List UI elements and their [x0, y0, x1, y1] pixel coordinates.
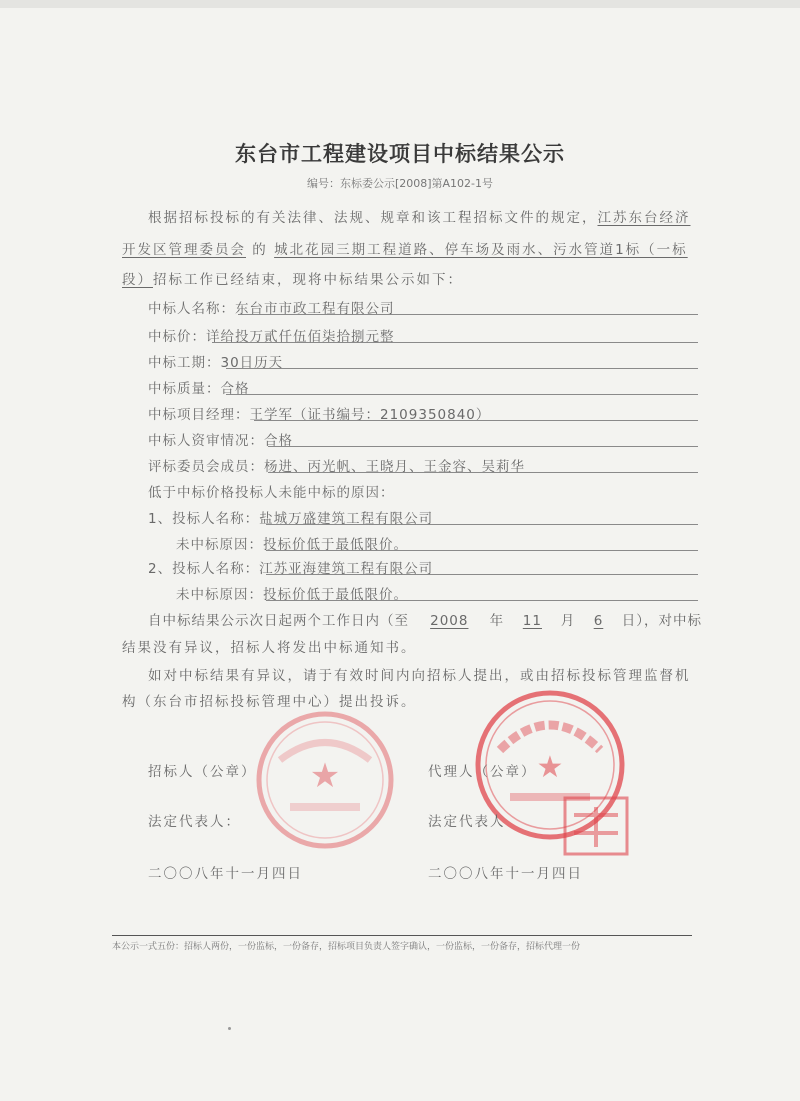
underline	[268, 446, 698, 447]
underline	[266, 550, 698, 551]
underline	[266, 524, 698, 525]
tenderer-seal-label: 招标人（公章）	[148, 764, 257, 780]
svg-text:★: ★	[536, 750, 564, 785]
tenderer-representative-label: 法定代表人：	[148, 814, 241, 830]
reasons-intro: 低于中标价格投标人未能中标的原因：	[148, 485, 395, 501]
agent-date: 二〇〇八年十一月四日	[428, 866, 583, 882]
footer-note: 本公示一式五份：招标人两份，一份监标，一份备存，招标项目负责人签字确认，一份监标，一份备存，招标代理一份	[112, 942, 581, 952]
scan-edge	[0, 0, 800, 8]
field-quality: 中标质量：合格	[148, 381, 250, 397]
field-qualification: 中标人资审情况：合格	[148, 433, 293, 449]
document-number: 编号：东标委公示[2008]第A102-1号	[306, 177, 494, 190]
underline	[268, 472, 698, 473]
notice-line-3: 如对中标结果有异议，请于有效时间内向招标人提出，或由招标投标管理监督机	[148, 668, 691, 684]
underline	[266, 574, 698, 575]
bidder-1-reason: 未中标原因：投标价低于最低限价。	[176, 537, 408, 553]
field-committee: 评标委员会成员：杨进、丙光帆、王晓月、王金容、吴莉华	[148, 459, 525, 475]
agent-seal-label: 代理人（公章）	[428, 764, 537, 780]
notice-line-4: 构（东台市招标投标管理中心）提出投诉。	[122, 694, 417, 710]
underline	[266, 600, 698, 601]
field-project-manager: 中标项目经理：王学军（证书编号：2109350840）	[148, 407, 491, 423]
field-duration: 中标工期：30日历天	[148, 355, 284, 371]
footer-divider	[112, 935, 692, 936]
underline	[226, 368, 698, 369]
underline	[226, 394, 698, 395]
intro-line-1: 根据招标投标的有关法律、法规、规章和该工程招标文件的规定，江苏东台经济	[148, 210, 691, 226]
bidder-2-name: 2、投标人名称：江苏亚海建筑工程有限公司	[148, 561, 434, 577]
representative-seal	[562, 795, 630, 857]
intro-line-3: 段）招标工作已经结束，现将中标结果公示如下：	[122, 272, 463, 288]
tenderer-date: 二〇〇八年十一月四日	[148, 866, 303, 882]
underline	[254, 420, 698, 421]
svg-text:★: ★	[309, 756, 341, 796]
agent-representative-label: 法定代表人	[428, 814, 506, 830]
notice-line-2: 结果没有异议，招标人将发出中标通知书。	[122, 640, 417, 656]
underline	[238, 314, 698, 315]
bidder-2-reason: 未中标原因：投标价低于最低限价。	[176, 587, 408, 603]
underline	[212, 342, 698, 343]
scan-speck	[228, 1027, 231, 1030]
field-winning-price: 中标价：详给投万貳仟伍佰柒拾捌元整	[148, 329, 395, 345]
bidder-1-name: 1、投标人名称：盐城万盛建筑工程有限公司	[148, 511, 434, 527]
document-title: 东台市工程建设项目中标结果公示	[235, 142, 565, 166]
notice-line-1: 自中标结果公示次日起两个工作日内（至 2008 年 11 月 6 日），对中标	[148, 613, 703, 629]
field-winner-name: 中标人名称：东台市市政工程有限公司	[148, 301, 395, 317]
tenderer-seal	[240, 705, 410, 855]
intro-line-2: 开发区管理委员会 的 城北花园三期工程道路、停车场及雨水、污水管道1标（一标	[122, 242, 688, 258]
